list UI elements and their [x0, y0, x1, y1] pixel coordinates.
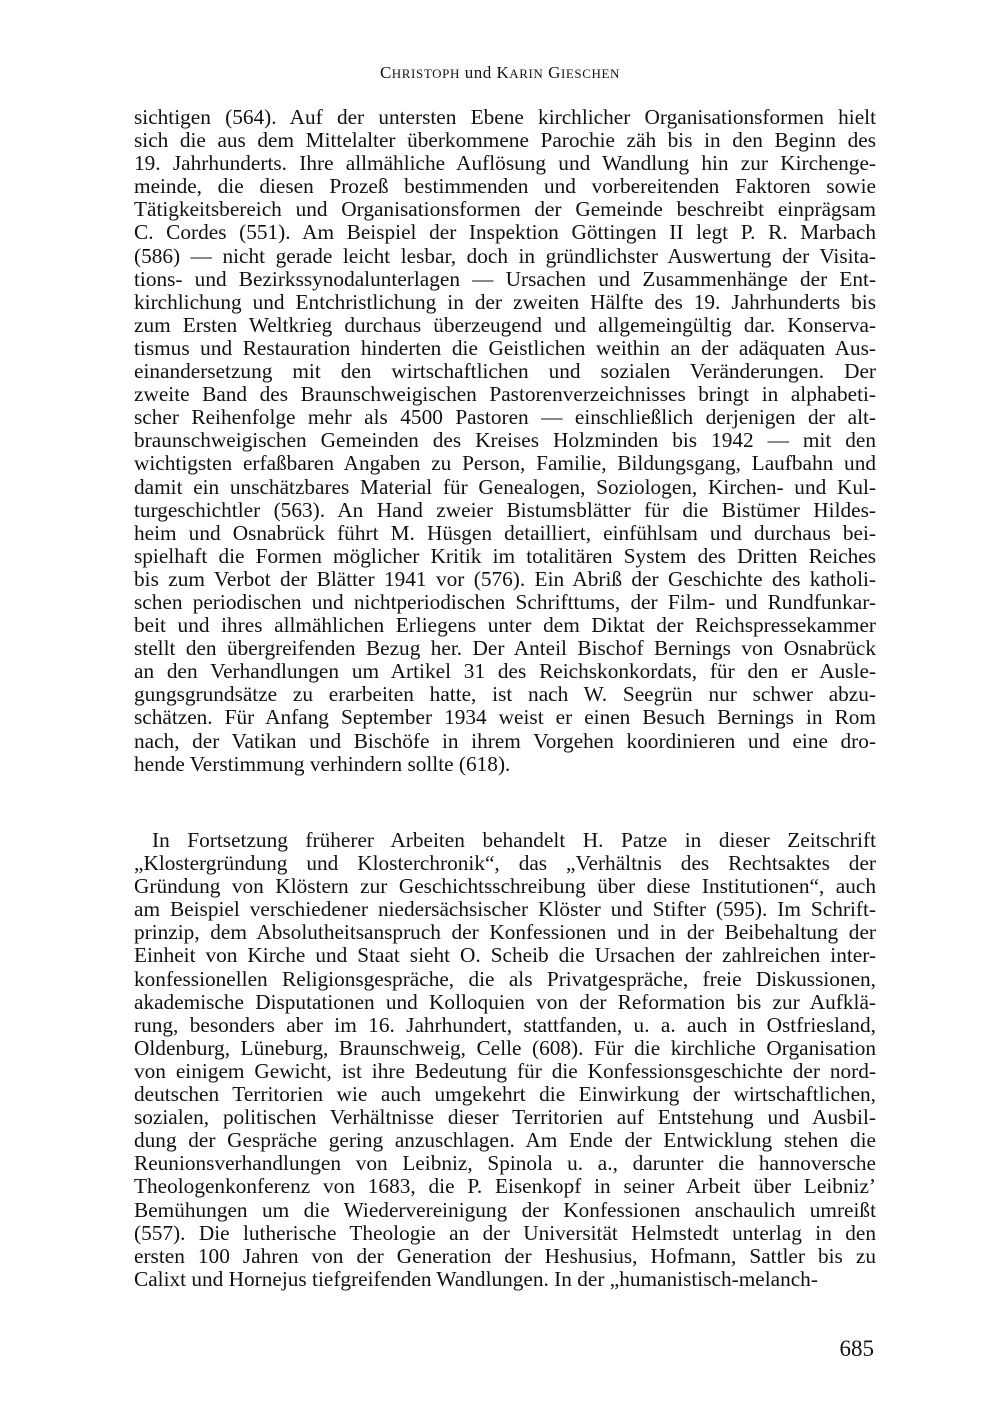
running-head: CHRISTOPH und KARIN GIESCHEN — [379, 63, 621, 82]
text-line: Theologenkonferenz von 1683, die P. Eisenkopf in seiner Arbeit über Leibniz’ — [134, 1174, 876, 1199]
text-line: braunschweigischen Gemeinden des Kreises Holzminden bis 1942 — mit den — [134, 428, 876, 453]
text-line: schen periodischen und nichtperiodischen Schrifttums, der Film- und Rundfunkar- — [134, 589, 876, 614]
text-line: zweite Band des Braunschweigischen Pastorenverzeichnisses bringt in alphabeti- — [134, 382, 876, 407]
text-line: deutschen Territorien wie auch umgekehrt die Einwirkung der wirtschaftlichen, — [134, 1082, 876, 1107]
text-line: C. Cordes (551). Am Beispiel der Inspektion Göttingen II legt P. R. Marbach — [134, 220, 876, 245]
text-line: ersten 100 Jahren von der Generation der Heshusius, Hofmann, Sattler bis zu — [134, 1243, 876, 1268]
text-line: Tätigkeitsbereich und Organisationsformen der Gemeinde beschreibt einprägsam — [134, 197, 876, 222]
text-line: tions- und Bezirkssynodalunterlagen — Ursachen und Zusammenhänge der Ent- — [134, 266, 876, 291]
text-line: (557). Die lutherische Theologie an der Universität Helmstedt unterlag in den — [134, 1220, 876, 1245]
page-number: 685 — [839, 1336, 874, 1361]
text-line: von einigem Gewicht, ist ihre Bedeutung für die Konfessionsgeschichte der nord- — [134, 1058, 876, 1083]
text-line: spielhaft die Formen möglicher Kritik im totalitären System des Dritten Reiches — [134, 543, 876, 568]
paragraph-1 — [134, 106, 876, 776]
text-line: sich die aus dem Mittelalter überkommene Parochie zäh bis in den Beginn des — [134, 128, 876, 153]
text-line: gungsgrundsätze zu erarbeiten hatte, ist nach W. Seegrün nur schwer abzu- — [134, 682, 876, 707]
paragraph-2 — [134, 829, 876, 1291]
text-line: nach, der Vatikan und Bischöfe in ihrem Vorgehen koordinieren und eine dro- — [134, 728, 876, 753]
text-line: „Klostergründung und Klosterchronik“, das „Verhältnis des Rechtsaktes der — [134, 851, 876, 876]
text-line: Gründung von Klöstern zur Geschichtsschreibung über diese Institutionen“, auch — [134, 874, 876, 899]
text-line: sichtigen (564). Auf der untersten Ebene kirchlicher Organisationsformen hielt — [134, 105, 876, 129]
text-line: dung der Gespräche gering anzuschlagen. Am Ende der Entwicklung stehen die — [134, 1128, 876, 1153]
text-line: hende Verstimmung verhindern sollte (618). — [134, 751, 511, 776]
text-line: bis zum Verbot der Blätter 1941 vor (576). Ein Abriß der Geschichte des katholi- — [134, 566, 876, 591]
text-line: zum Ersten Weltkrieg durchaus überzeugend und allgemeingültig dar. Konserva- — [134, 312, 876, 337]
text-line: 19. Jahrhunderts. Ihre allmähliche Auflösung und Wandlung hin zur Kirchenge- — [134, 151, 876, 176]
text-line: scher Reihenfolge mehr als 4500 Pastoren — einschließlich derjenigen der alt- — [134, 405, 876, 430]
text-line: Reunionsverhandlungen von Leibniz, Spinola u. a., darunter die hannoversche — [134, 1151, 876, 1176]
text-line: heim und Osnabrück führt M. Hüsgen detailliert, einfühlsam und durchaus bei- — [134, 520, 876, 545]
text-line: beit und ihres allmählichen Erliegens unter dem Diktat der Reichspressekammer — [134, 613, 876, 638]
text-line: turgeschichtler (563). An Hand zweier Bistumsblätter für die Bistümer Hildes- — [134, 497, 876, 522]
text-line: Bemühungen um die Wiedervereinigung der Konfessionen anschaulich umreißt — [134, 1197, 876, 1222]
text-line: kirchlichung und Entchristlichung in der zweiten Hälfte des 19. Jahrhunderts bis — [134, 289, 876, 314]
text-line: meinde, die diesen Prozeß bestimmenden und vorbereitenden Faktoren sowie — [134, 174, 876, 199]
text-line: tismus und Restauration hinderten die Geistlichen weithin an der adäquaten Aus- — [134, 335, 876, 360]
text-line: (586) — nicht gerade leicht lesbar, doch in gründlichster Auswertung der Visita- — [134, 243, 876, 268]
text-line: Oldenburg, Lüneburg, Braunschweig, Celle (608). Für die kirchliche Organisation — [134, 1035, 876, 1060]
text-line: schätzen. Für Anfang September 1934 weist er einen Besuch Bernings in Rom — [134, 705, 876, 730]
text-line: Calixt und Hornejus tiefgreifenden Wandlungen. In der „humanistisch-melanch- — [134, 1266, 818, 1291]
text-line: konfessionellen Religionsgespräche, die als Privatgespräche, freie Diskussionen, — [134, 966, 876, 991]
text-line: damit ein unschätzbares Material für Genealogen, Soziologen, Kirchen- und Kul- — [134, 474, 876, 499]
text-line: am Beispiel verschiedener niedersächsischer Klöster und Stifter (595). Im Schrift- — [134, 897, 876, 922]
text-line: wichtigsten erfaßbaren Angaben zu Person, Familie, Bildungsgang, Laufbahn und — [134, 451, 876, 476]
text-line: prinzip, dem Absolutheitsanspruch der Konfessionen und in der Beibehaltung der — [134, 920, 876, 945]
text-line: Einheit von Kirche und Staat sieht O. Scheib die Ursachen der zahlreichen inter- — [134, 943, 876, 968]
text-line: rung, besonders aber im 16. Jahrhundert, stattfanden, u. a. auch in Ostfriesland, — [134, 1012, 876, 1037]
text-line: akademische Disputationen und Kolloquien von der Reformation bis zur Aufklä- — [134, 989, 876, 1014]
text-line: sozialen, politischen Verhältnisse dieser Territorien auf Entstehung und Ausbil- — [134, 1105, 876, 1130]
text-line: stellt den übergreifenden Bezug her. Der Anteil Bischof Bernings von Osnabrück — [134, 636, 876, 661]
header-connector: und — [459, 63, 497, 82]
text-line: einandersetzung mit den wirtschaftlichen und sozialen Veränderungen. Der — [134, 359, 876, 384]
text-line: In Fortsetzung früherer Arbeiten behandelt H. Patze in dieser Zeitschrift — [152, 828, 876, 852]
text-line: an den Verhandlungen um Artikel 31 des Reichskonkordats, für den er Ausle- — [134, 659, 876, 684]
